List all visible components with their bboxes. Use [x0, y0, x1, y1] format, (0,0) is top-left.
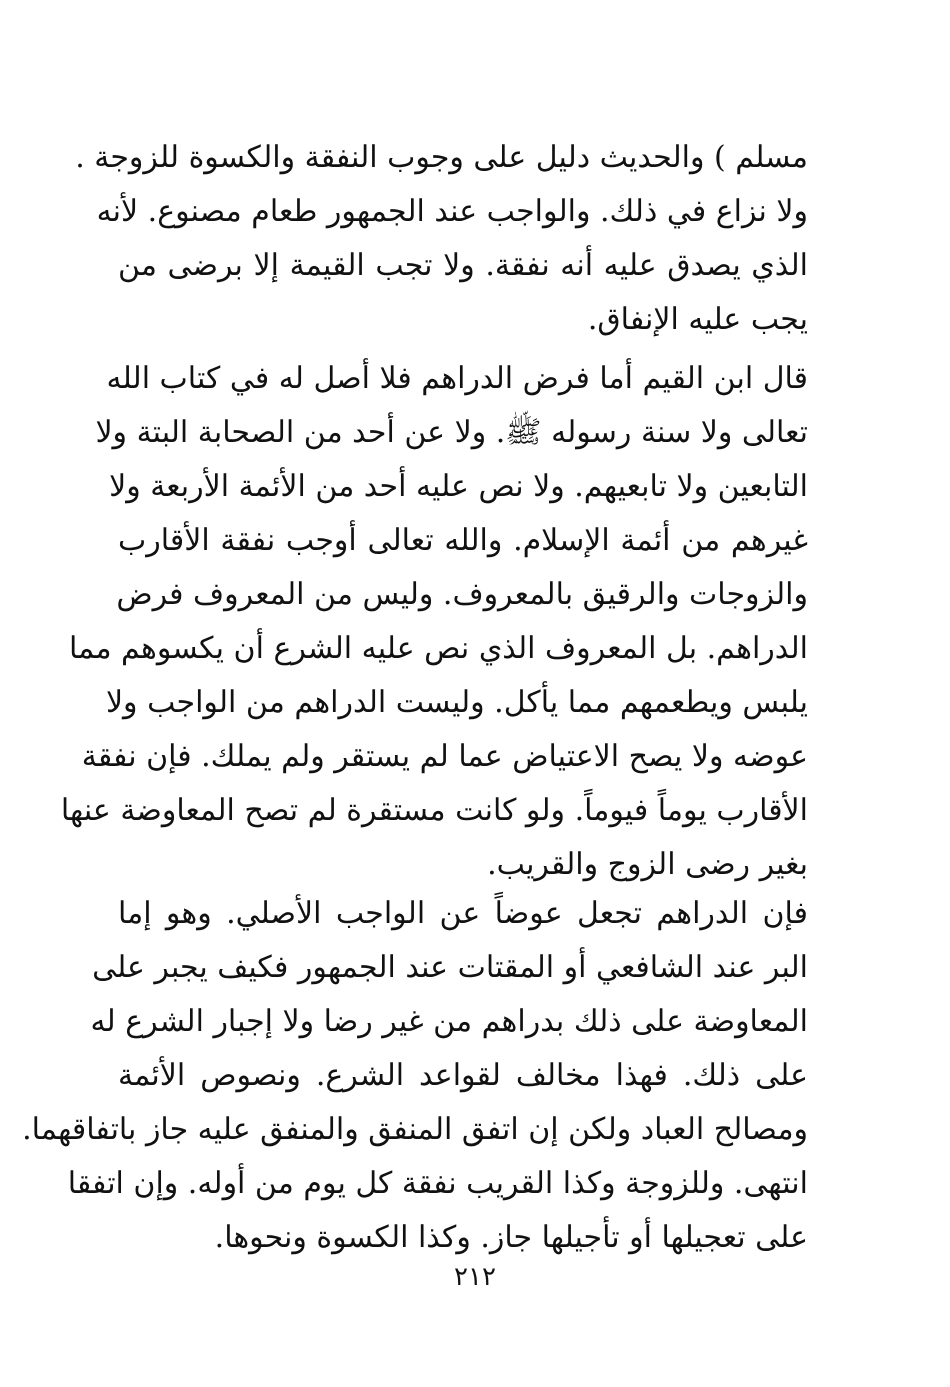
text-line: ومصالح العباد ولكن إن اتفق المنفق والمنفق عليه جاز باتفاقهما.: [22, 1112, 808, 1147]
text-line: مسلم ) والحديث دليل على وجوب النفقة والكسوة للزوجة .: [75, 140, 808, 175]
paragraph-2: [60, 352, 808, 892]
paragraph-1: [75, 131, 808, 347]
text-line: عوضه ولا يصح الاعتياض عما لم يستقر ولم يملك. فإن نفقة: [81, 739, 808, 774]
text-line: يجب عليه الإنفاق.: [587, 302, 808, 337]
text-line: يلبس ويطعمهم مما يأكل. وليست الدراهم من الواجب ولا: [105, 685, 808, 720]
text-line: التابعين ولا تابعيهم. ولا نص عليه أحد من الأئمة الأربعة ولا: [109, 469, 808, 504]
text-line: والزوجات والرقيق بالمعروف. وليس من المعروف فرض: [116, 577, 808, 612]
text-line: على ذلك. فهذا مخالف لقواعد الشرع. ونصوص الأئمة: [118, 1058, 808, 1093]
text-line: الأقارب يوماً فيوماً. ولو كانت مستقرة لم تصح المعاوضة عنها: [60, 793, 808, 828]
page-number: ٢١٢: [454, 1262, 496, 1292]
text-line: فإن الدراهم تجعل عوضاً عن الواجب الأصلي. وهو إما: [118, 896, 808, 931]
text-line: بغير رضى الزوج والقريب.: [487, 847, 808, 882]
text-line: ولا نزاع في ذلك. والواجب عند الجمهور طعام مصنوع. لأنه: [96, 194, 808, 229]
text-line: غيرهم من أئمة الإسلام. والله تعالى أوجب نفقة الأقارب: [118, 523, 808, 558]
text-line: على تعجيلها أو تأجيلها جاز. وكذا الكسوة ونحوها.: [214, 1220, 808, 1255]
text-line: الدراهم. بل المعروف الذي نص عليه الشرع أن يكسوهم مما: [68, 631, 808, 666]
paragraph-3: [22, 887, 808, 1265]
text-line: انتهى. وللزوجة وكذا القريب نفقة كل يوم من أوله. وإن اتفقا: [67, 1166, 808, 1201]
text-line: البر عند الشافعي أو المقتات عند الجمهور فكيف يجبر على: [92, 950, 808, 985]
text-line: الذي يصدق عليه أنه نفقة. ولا تجب القيمة إلا برضى من: [118, 248, 808, 283]
text-line: المعاوضة على ذلك بدراهم من غير رضا ولا إجبار الشرع له: [90, 1004, 808, 1039]
text-line: تعالى ولا سنة رسوله ﷺ. ولا عن أحد من الصحابة البتة ولا: [95, 415, 808, 450]
text-line: قال ابن القيم أما فرض الدراهم فلا أصل له في كتاب الله: [106, 361, 808, 396]
